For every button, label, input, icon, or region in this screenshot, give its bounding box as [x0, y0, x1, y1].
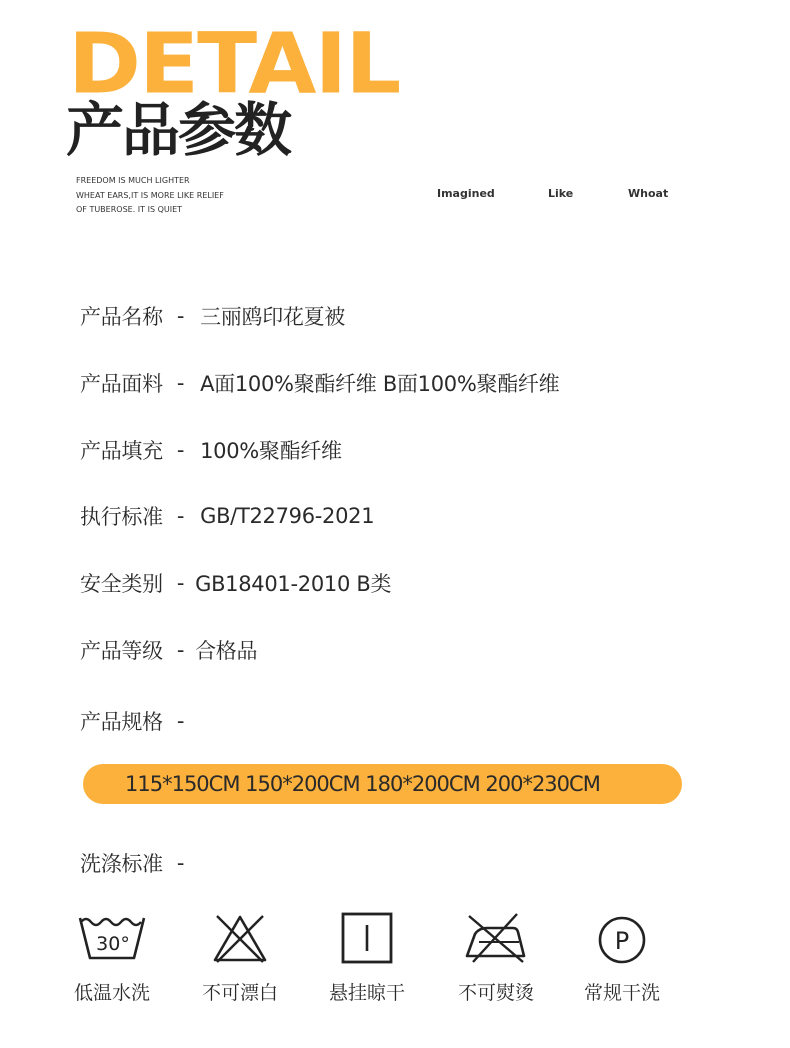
header-word-whoat: Whoat [628, 187, 669, 200]
care-item-dry-clean [562, 912, 682, 1005]
spec-separator: - [176, 638, 185, 662]
spec-label: 执行标准 [80, 505, 163, 529]
no-bleach-icon [205, 912, 275, 964]
spec-label: 产品面料 [80, 372, 163, 396]
tagline: FREEDOM IS MUCH LIGHTER WHEAT EARS,IT IS MORE LIKE RELIEF OF TUBEROSE. IT IS QUIET [76, 176, 224, 214]
spec-separator: - [176, 504, 185, 528]
spec-label: 产品规格 [80, 710, 163, 734]
spec-row-filling [80, 434, 342, 466]
dry-clean-p-icon [587, 912, 657, 964]
wash-temperature: 30° [96, 933, 130, 955]
size-options-pill: 115*150CM 150*200CM 180*200CM 200*230CM [83, 764, 682, 804]
header-word-like: Like [548, 187, 574, 200]
spec-value: GB/T22796-2021 [200, 504, 375, 528]
spec-label: 安全类别 [80, 572, 163, 596]
spec-separator: - [176, 371, 185, 395]
care-item-no-bleach [180, 912, 300, 1005]
spec-value: 三丽鸥印花夏被 [200, 305, 345, 329]
page-title: 产品参数 [66, 96, 291, 164]
spec-label: 产品等级 [80, 639, 163, 663]
care-item-hang-dry [307, 912, 427, 1005]
hang-dry-icon [332, 912, 402, 964]
spec-label: 产品填充 [80, 439, 163, 463]
care-item-wash [52, 912, 172, 1005]
spec-row-grade [80, 634, 257, 666]
spec-separator: - [176, 438, 185, 462]
no-iron-icon [461, 912, 531, 964]
care-separator: - [176, 851, 185, 875]
care-label-no-iron: 不可熨烫 [457, 982, 534, 1004]
care-label-hang-dry: 悬挂晾干 [328, 982, 405, 1004]
spec-value: GB18401-2010 B类 [195, 572, 392, 596]
care-heading [80, 847, 200, 879]
spec-label: 产品名称 [80, 305, 163, 329]
spec-row-size [80, 705, 200, 737]
spec-separator: - [176, 571, 185, 595]
spec-value: 合格品 [195, 639, 258, 663]
care-label: 洗涤标准 [80, 852, 163, 876]
detail-heading: DETAIL [68, 14, 400, 113]
spec-row-name [80, 300, 345, 332]
care-label-wash: 低温水洗 [73, 982, 150, 1004]
care-label-dry-clean: 常规干洗 [583, 982, 660, 1004]
spec-row-standard [80, 500, 374, 532]
spec-value: 100%聚酯纤维 [200, 439, 342, 463]
header-word-imagined: Imagined [437, 187, 495, 200]
spec-row-safety [80, 567, 391, 599]
spec-separator: - [176, 709, 185, 733]
dry-clean-letter: P [614, 927, 630, 955]
care-item-no-iron [436, 912, 556, 1005]
spec-value: A面100%聚酯纤维 B面100%聚酯纤维 [200, 372, 560, 396]
spec-separator: - [176, 304, 185, 328]
spec-row-fabric [80, 367, 559, 399]
wash-30-icon [77, 912, 147, 964]
care-label-no-bleach: 不可漂白 [201, 982, 278, 1004]
